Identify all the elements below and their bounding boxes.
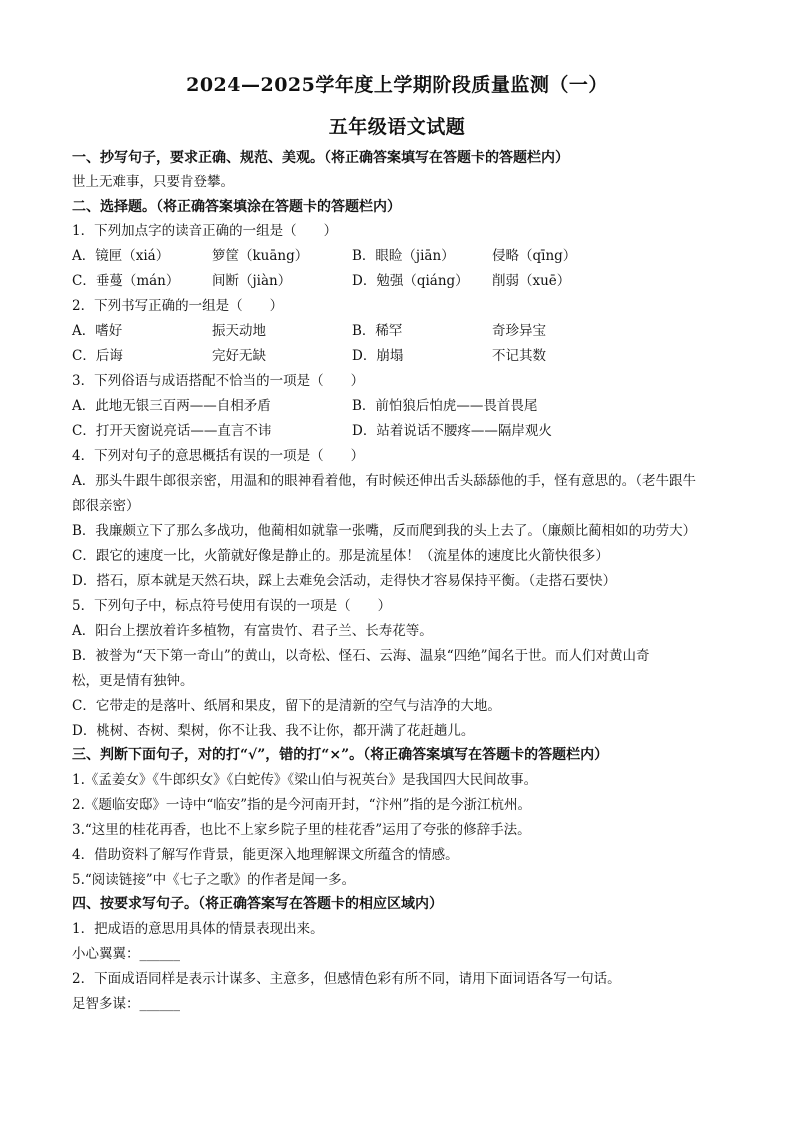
q5-stem: 5．下列句子中，标点符号使用有误的一项是（ ） bbox=[72, 598, 392, 614]
judge-item: 4．借助资料了解写作背景，能更深入地理解课文所蕴含的情感。 bbox=[72, 847, 459, 863]
q3-option-a: A．此地无银三百两——自相矛盾 bbox=[72, 398, 271, 414]
judge-item: 2.《题临安邸》一诗中“临安”指的是今河南开封，“汴州”指的是今浙江杭州。 bbox=[72, 797, 531, 813]
q2-stem: 2．下列书写正确的一组是（ ） bbox=[72, 298, 284, 314]
s4-q2-answer-line: 足智多谋：______ bbox=[72, 996, 180, 1012]
section2-heading: 二、选择题。（将正确答案填涂在答题卡的答题栏内） bbox=[72, 199, 401, 215]
q4-stem: 4．下列对句子的意思概括有误的一项是（ ） bbox=[72, 448, 365, 464]
q4-option-a-cont: 郎很亲密） bbox=[72, 498, 140, 514]
q1-option-b: B．眼睑（jiān） bbox=[352, 248, 455, 264]
q1-option-c-word2: 间断（jiàn） bbox=[212, 273, 292, 289]
exam-title: 2024—2025学年度上学期阶段质量监测（一） bbox=[186, 74, 608, 96]
q2-option-d-word2: 不记其数 bbox=[492, 348, 546, 364]
q3-option-d: D．站着说话不腰疼——隔岸观火 bbox=[352, 423, 552, 439]
q1-option-b-word2: 侵略（qīng） bbox=[492, 248, 577, 264]
judge-item: 3.“这里的桂花再香，也比不上家乡院子里的桂花香”运用了夸张的修辞手法。 bbox=[72, 822, 531, 838]
q2-option-b-word2: 奇珍异宝 bbox=[492, 323, 546, 339]
q1-stem: 1．下列加点字的读音正确的一组是（ ） bbox=[72, 223, 338, 239]
q5-option-b: B．被誉为“天下第一奇山”的黄山，以奇松、怪石、云海、温泉“四绝”闻名于世。而人们对黄山奇 bbox=[72, 648, 650, 664]
q3-option-c: C．打开天窗说亮话——直言不讳 bbox=[72, 423, 272, 439]
q2-option-c: C．后诲 bbox=[72, 348, 123, 364]
section1-sentence: 世上无难事，只要肯登攀。 bbox=[72, 174, 234, 190]
q5-option-a: A．阳台上摆放着许多植物，有富贵竹、君子兰、长寿花等。 bbox=[72, 623, 433, 639]
q5-option-d: D．桃树、杏树、梨树，你不让我、我不让你，都开满了花赶趟儿。 bbox=[72, 723, 475, 739]
q2-option-a: A．嗜好 bbox=[72, 323, 123, 339]
s4-q1-answer-line: 小心翼翼：______ bbox=[72, 946, 180, 962]
q2-option-b: B．稀罕 bbox=[352, 323, 403, 339]
q5-option-c: C．它带走的是落叶、纸屑和果皮，留下的是清新的空气与洁净的大地。 bbox=[72, 698, 501, 714]
q2-option-a-word2: 振天动地 bbox=[212, 323, 266, 339]
q4-option-b: B．我廉颇立下了那么多战功，他蔺相如就靠一张嘴，反而爬到我的头上去了。（廉颇比蔺相如的功劳大） bbox=[72, 523, 697, 539]
q1-option-a-word2: 箩筐（kuāng） bbox=[212, 248, 309, 264]
s4-q1: 1．把成语的意思用具体的情景表现出来。 bbox=[72, 921, 324, 937]
q1-option-d: D．勉强（qiáng） bbox=[352, 273, 469, 289]
judge-item: 5.“阅读链接”中《七子之歌》的作者是闻一多。 bbox=[72, 872, 356, 888]
section4-heading: 四、按要求写句子。（将正确答案写在答题卡的相应区域内） bbox=[72, 896, 443, 912]
section3-heading: 三、判断下面句子，对的打“√”，错的打“×”。（将正确答案填写在答题卡的答题栏内） bbox=[72, 747, 609, 763]
judge-item: 1.《孟姜女》《牛郎织女》《白蛇传》《梁山伯与祝英台》是我国四大民间故事。 bbox=[72, 772, 538, 788]
q3-stem: 3．下列俗语与成语搭配不恰当的一项是（ ） bbox=[72, 373, 365, 389]
q4-option-d: D．搭石，原本就是天然石块，踩上去难免会活动，走得快才容易保持平衡。（走搭石要快） bbox=[72, 573, 617, 589]
q3-option-b: B．前怕狼后怕虎——畏首畏尾 bbox=[352, 398, 538, 414]
s4-q2: 2．下面成语同样是表示计谋多、主意多，但感情色彩有所不同，请用下面词语各写一句话。 bbox=[72, 971, 621, 987]
q2-option-d: D．崩塌 bbox=[352, 348, 404, 364]
q1-option-a: A．镜匣（xiá） bbox=[72, 248, 170, 264]
q1-option-c: C．垂蔓（mán） bbox=[72, 273, 180, 289]
q4-option-a: A．那头牛跟牛郎很亲密，用温和的眼神看着他，有时候还伸出舌头舔舔他的手，怪有意思的。（老牛跟牛 bbox=[72, 473, 696, 489]
q4-option-c: C．跟它的速度一比，火箭就好像是静止的。那是流星体！（流星体的速度比火箭快很多） bbox=[72, 548, 609, 564]
section1-heading: 一、抄写句子，要求正确、规范、美观。（将正确答案填写在答题卡的答题栏内） bbox=[72, 150, 569, 166]
q1-option-d-word2: 削弱（xuē） bbox=[492, 273, 571, 289]
q2-option-c-word2: 完好无缺 bbox=[212, 348, 266, 364]
exam-subtitle: 五年级语文试题 bbox=[328, 116, 466, 138]
q5-option-b-cont: 松，更是情有独钟。 bbox=[72, 673, 194, 689]
